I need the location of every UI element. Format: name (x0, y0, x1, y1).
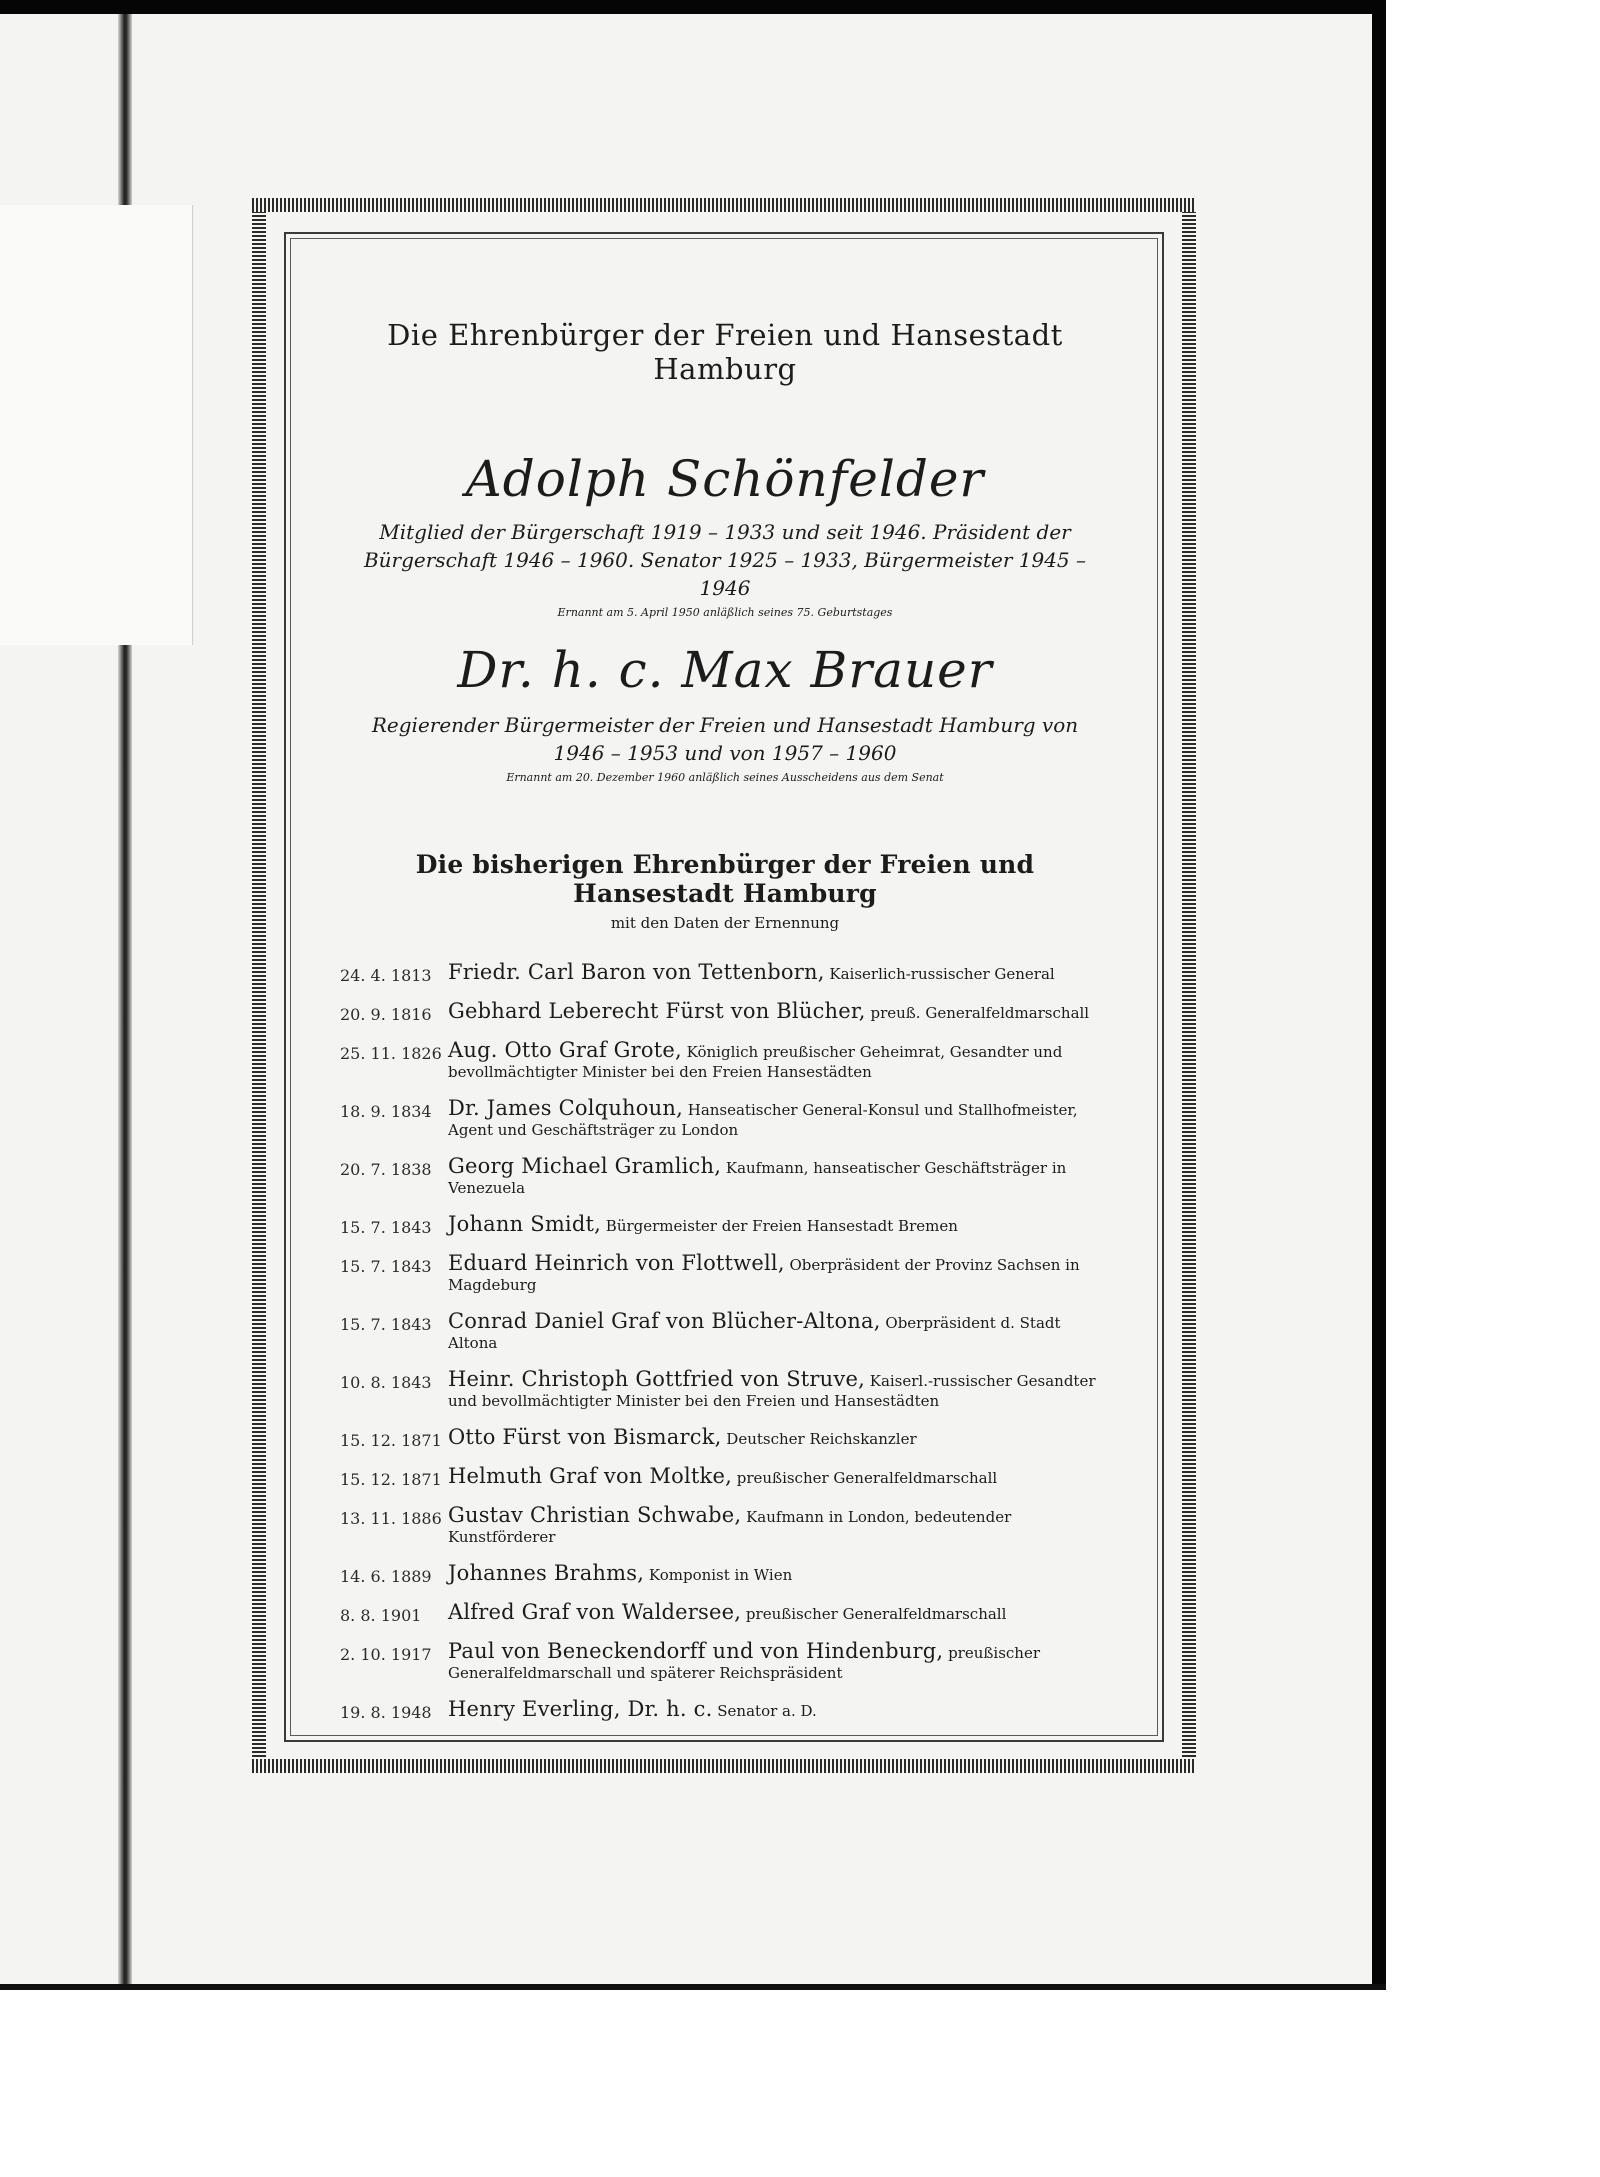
list-item (340, 1699, 1110, 1722)
honoree-description: Regierender Bürgermeister der Freien und Hansestadt Hamburg von 1946 – 1953 und von 1957 – 1960 (371, 713, 1079, 765)
entry-name: Alfred Graf von Waldersee, (448, 1600, 742, 1624)
scan-right-edge (1372, 0, 1386, 1985)
list-item (340, 1602, 1110, 1625)
honoree-appointment-note: Ernannt am 20. Dezember 1960 anläßlich seines Ausscheidens aus dem Senat (506, 771, 944, 784)
honoree-appointment-note: Ernannt am 5. April 1950 anläßlich seines 75. Geburtstages (557, 606, 893, 619)
honoree-name: Adolph Schönfelder (465, 450, 985, 508)
list-item (340, 1098, 1110, 1140)
list-item (340, 1001, 1110, 1024)
entry-date: 10. 8. 1843 (340, 1373, 432, 1392)
entry-description: preuß. Generalfeldmarschall (870, 1004, 1090, 1022)
entry-description: Kaufmann in London, bedeutender Kunstförderer (448, 1508, 1012, 1546)
list-item (340, 1641, 1110, 1683)
list-item (340, 1214, 1110, 1237)
entry-description: Kaufmann, hanseatischer Geschäftsträger in Venezuela (448, 1159, 1067, 1197)
entry-name: Otto Fürst von Bismarck, (448, 1425, 722, 1449)
honorary-citizens-list (340, 962, 1110, 1722)
left-paper-flap (0, 205, 193, 645)
list-item (340, 1311, 1110, 1353)
entry-date: 24. 4. 1813 (340, 966, 432, 985)
entry-description: Senator a. D. (717, 1702, 817, 1720)
list-item (340, 962, 1110, 985)
list-item (340, 1369, 1110, 1411)
list-subtitle: mit den Daten der Ernennung (610, 914, 840, 932)
entry-description: Komponist in Wien (648, 1566, 793, 1584)
scan-bottom-edge (0, 1984, 1386, 1990)
entry-description: Hanseatischer General-Konsul und Stallhofmeister, Agent und Geschäftsträger zu London (448, 1101, 1078, 1139)
list-item (340, 1427, 1110, 1450)
entry-date: 20. 7. 1838 (340, 1160, 432, 1179)
entry-name: Eduard Heinrich von Flottwell, (448, 1251, 785, 1275)
entry-date: 18. 9. 1834 (340, 1102, 432, 1121)
entry-name: Conrad Daniel Graf von Blücher-Altona, (448, 1309, 881, 1333)
entry-date: 15. 7. 1843 (340, 1257, 432, 1276)
honoree-block (340, 450, 1110, 619)
entry-description: preußischer Generalfeldmarschall (745, 1605, 1007, 1623)
entry-name: Georg Michael Gramlich, (448, 1154, 722, 1178)
entry-name: Johann Smidt, (448, 1212, 602, 1236)
entry-name: Gustav Christian Schwabe, (448, 1503, 742, 1527)
entry-name: Gebhard Leberecht Fürst von Blücher, (448, 999, 866, 1023)
entry-date: 25. 11. 1826 (340, 1044, 442, 1063)
entry-date: 15. 7. 1843 (340, 1218, 432, 1237)
entry-date: 8. 8. 1901 (340, 1606, 422, 1625)
entry-date: 13. 11. 1886 (340, 1509, 442, 1528)
entry-description: Kaiserl.-russischer Gesandter und bevollmächtigter Minister bei den Freien und Hansestädten (448, 1372, 1096, 1410)
list-title: Die bisherigen Ehrenbürger der Freien und Hansestadt Hamburg (415, 850, 1035, 908)
entry-date: 19. 8. 1948 (340, 1703, 432, 1722)
entry-name: Dr. James Colquhoun, (448, 1096, 683, 1120)
entry-name: Friedr. Carl Baron von Tettenborn, (448, 960, 825, 984)
list-item (340, 1563, 1110, 1586)
entry-date: 2. 10. 1917 (340, 1645, 432, 1664)
entry-description: Kaiserlich-russischer General (829, 965, 1055, 983)
entry-description: Oberpräsident der Provinz Sachsen in Magdeburg (448, 1256, 1080, 1294)
entry-date: 14. 6. 1889 (340, 1567, 432, 1586)
entry-description: Deutscher Reichskanzler (726, 1430, 917, 1448)
entry-date: 15. 12. 1871 (340, 1431, 442, 1450)
list-item (340, 1156, 1110, 1198)
entry-name: Aug. Otto Graf Grote, (448, 1038, 682, 1062)
entry-description: preußischer Generalfeldmarschall und späterer Reichspräsident (448, 1644, 1040, 1682)
page-title: Die Ehrenbürger der Freien und Hansestadt Hamburg (387, 318, 1063, 386)
entry-description: preußischer Generalfeldmarschall (736, 1469, 998, 1487)
entry-description: Bürgermeister der Freien Hansestadt Bremen (605, 1217, 958, 1235)
entry-name: Johannes Brahms, (448, 1561, 645, 1585)
honoree-description: Mitglied der Bürgerschaft 1919 – 1933 und seit 1946. Präsident der Bürgerschaft 1946 – 1960. Senator 1925 – 1933, Bürgermeister 1945 – 1946 (363, 520, 1087, 600)
honoree-block (340, 641, 1110, 784)
entry-name: Paul von Beneckendorff und von Hindenburg, (448, 1639, 944, 1663)
list-item (340, 1040, 1110, 1082)
list-item (340, 1466, 1110, 1489)
list-item (340, 1505, 1110, 1547)
entry-description: Königlich preußischer Geheimrat, Gesandter und bevollmächtigter Minister bei den Freien Hansestädten (448, 1043, 1063, 1081)
entry-name: Henry Everling, Dr. h. c. (448, 1697, 713, 1721)
entry-date: 15. 7. 1843 (340, 1315, 432, 1334)
entry-name: Heinr. Christoph Gottfried von Struve, (448, 1367, 865, 1391)
honoree-name: Dr. h. c. Max Brauer (457, 641, 993, 699)
document-content (340, 318, 1110, 1738)
entry-date: 20. 9. 1816 (340, 1005, 432, 1024)
list-item (340, 1253, 1110, 1295)
entry-name: Helmuth Graf von Moltke, (448, 1464, 732, 1488)
entry-description: Oberpräsident d. Stadt Altona (448, 1314, 1061, 1352)
entry-date: 15. 12. 1871 (340, 1470, 442, 1489)
